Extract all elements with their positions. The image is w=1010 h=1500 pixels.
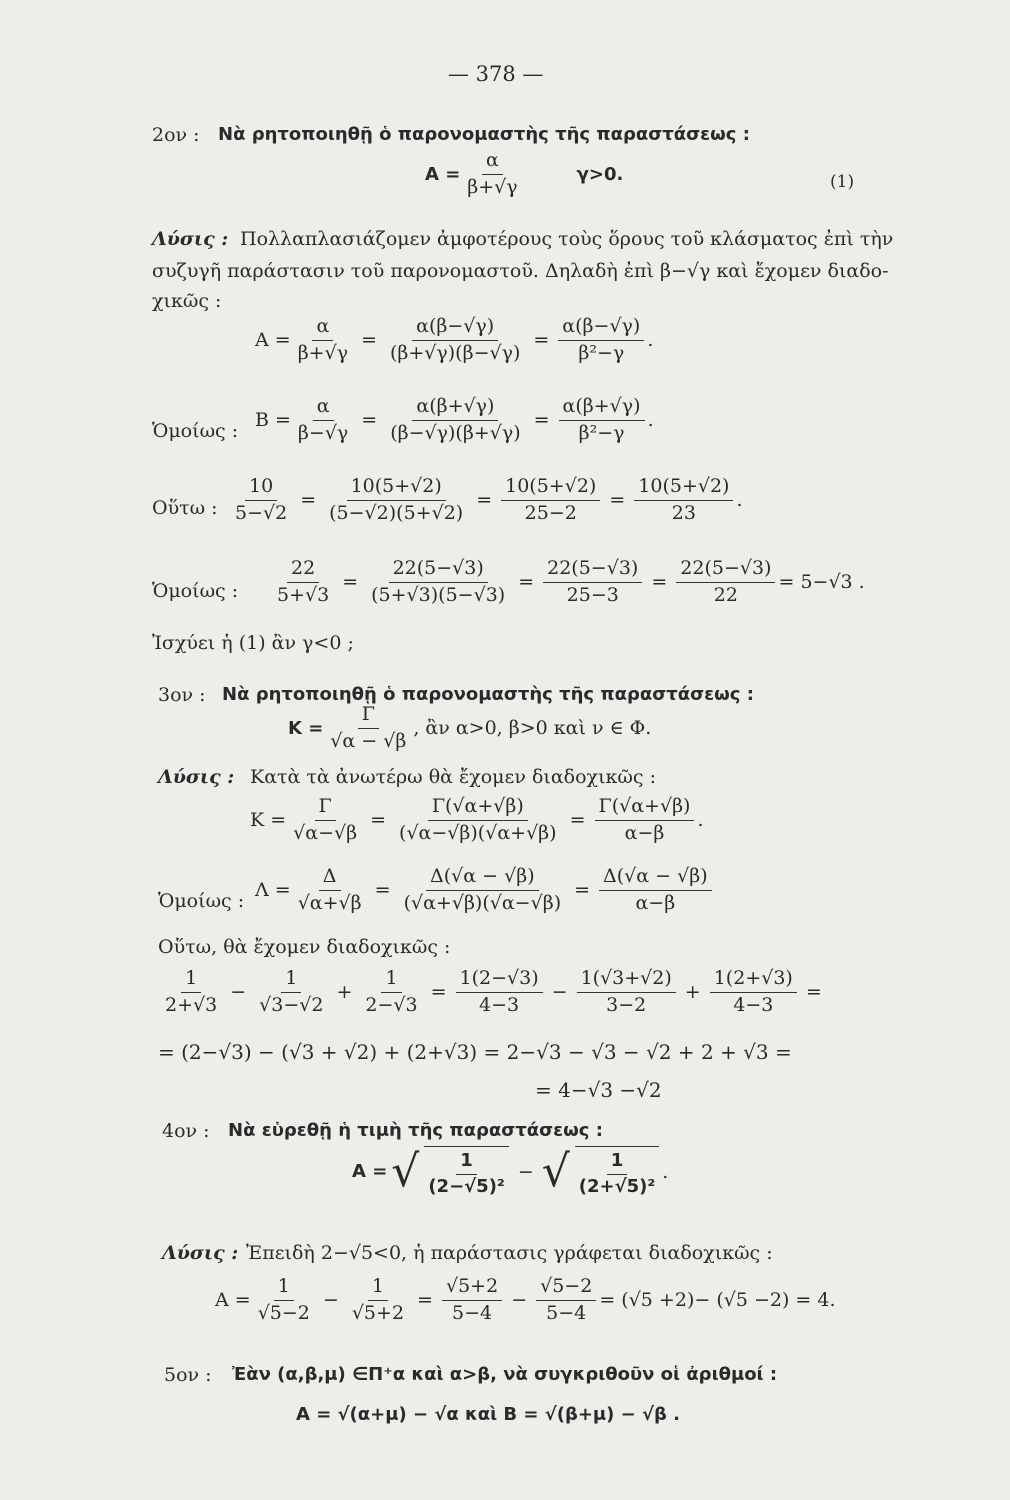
frac-den: β+√γ [297, 341, 349, 364]
section5-equation: Α = √(α+μ) − √α καὶ Β = √(β+μ) − √β . [296, 1404, 681, 1425]
frac-den: α−β [624, 821, 665, 844]
s4-solution-text: Ἐπειδὴ 2−√5<0, ἡ παράστασις γράφεται διαδοχικῶς : [246, 1242, 773, 1264]
frac-den: √3−√2 [259, 993, 324, 1016]
period: . [736, 489, 743, 512]
section5-title: Ἐὰν (α,β,μ) ∈Π⁺α καὶ α>β, νὰ συγκριθοῦν οἱ ἀριθμοί : [232, 1364, 778, 1385]
s3-E-frac6 [710, 968, 797, 1017]
equals-sign: = [361, 409, 378, 432]
frac-den: 4−3 [733, 993, 774, 1016]
s2-A-frac1 [294, 316, 352, 365]
frac-den: 25−2 [524, 501, 577, 524]
s2-T-equation [228, 476, 743, 525]
equals-sign: = [518, 571, 535, 594]
frac-num: 1 [607, 1151, 628, 1175]
frac-num: 10(5+√2) [347, 476, 446, 501]
s3-similarly: Ὁμοίως : [158, 890, 245, 912]
frac-num: 1 [181, 968, 201, 993]
equals-sign: = [417, 1289, 433, 1312]
equals-sign: = [533, 329, 550, 352]
s2-eq-fraction [463, 150, 521, 199]
frac-den: (√α−√β)(√α+√β) [399, 821, 557, 844]
s2-B-equation [255, 396, 654, 445]
frac-den: 22 [713, 583, 738, 606]
s3-K-lhs: Κ = [250, 809, 287, 832]
equals-sign: = [374, 879, 391, 902]
s3-K-frac2 [395, 796, 561, 845]
frac-num: 10(5+√2) [634, 476, 733, 501]
s2-valid-question: Ἰσχύει ἡ (1) ἂν γ<0 ; [152, 632, 354, 654]
frac-den: β²−γ [578, 421, 625, 444]
frac-den: √α+√β [297, 891, 362, 914]
s2-B-frac2 [386, 396, 524, 445]
minus-sign: − [517, 1160, 534, 1183]
frac-num: α [313, 396, 334, 421]
s4-A-frac1 [254, 1276, 314, 1325]
frac-den: 2+√3 [165, 993, 218, 1016]
frac-num: 22(5−√3) [676, 558, 775, 583]
s2-T-frac4 [634, 476, 733, 525]
s2-B-frac3 [559, 396, 645, 445]
frac-num: 1 [274, 1276, 294, 1301]
s3-eq-num: Γ [358, 704, 379, 729]
s3-E-line2: = (2−√3) − (√3 + √2) + (2+√3) = 2−√3 − √3 − √2 + 2 + √3 = [158, 1040, 792, 1064]
frac-den: β−√γ [297, 421, 349, 444]
frac-den: 5−4 [452, 1301, 493, 1324]
s2-S-frac1 [273, 558, 333, 607]
s3-E-line3: = 4−√3 −√2 [535, 1078, 662, 1102]
frac-den: 3−2 [606, 993, 647, 1016]
s3-L-frac1 [294, 866, 366, 915]
s2-B-frac1 [294, 396, 352, 445]
s4-A-result: = (√5 +2)− (√5 −2) = 4. [599, 1289, 836, 1312]
frac-num: Δ(√α − √β) [426, 866, 539, 891]
s3-L-frac3 [599, 866, 712, 915]
frac-num: 22(5−√3) [543, 558, 642, 583]
frac-den: (5−√2)(5+√2) [329, 501, 464, 524]
page-number: — 378 — [448, 62, 544, 86]
equals-sign: = [533, 409, 550, 432]
frac-den: (β−√γ)(β+√γ) [390, 421, 521, 444]
s2-T-frac2 [325, 476, 467, 525]
equals-sign: = [300, 489, 317, 512]
s3-solution-label: Λύσις : [158, 766, 235, 788]
equals-sign: = [574, 879, 591, 902]
radical-sign: √ [541, 1145, 570, 1197]
s2-S-frac4 [676, 558, 775, 607]
s2-A-frac2 [386, 316, 524, 365]
s4-A-frac2 [348, 1276, 408, 1325]
s3-K-frac3 [595, 796, 695, 845]
s3-L-lhs: Λ = [255, 879, 291, 902]
frac-den: √5−2 [257, 1301, 310, 1324]
frac-num: α(β+√γ) [559, 396, 645, 421]
equals-sign: = [342, 571, 359, 594]
frac-num: √5+2 [442, 1276, 502, 1301]
section2-equation [425, 150, 623, 199]
s4-A-lhs: Α = [215, 1289, 251, 1312]
frac-num: α(β−√γ) [412, 316, 498, 341]
s2-eq-tag: (1) [830, 172, 855, 192]
frac-den: 23 [671, 501, 696, 524]
s2-similarly1: Ὁμοίως : [152, 420, 239, 442]
frac-num: Δ [319, 866, 341, 891]
minus-sign: − [551, 981, 568, 1004]
s3-E-frac4 [456, 968, 543, 1017]
s2-thus: Οὕτω : [152, 497, 218, 519]
period: . [697, 809, 704, 832]
frac-num: Γ [315, 796, 336, 821]
section3-title: Νὰ ρητοποιηθῇ ὁ παρονομαστὴς τῆς παραστάσεως : [222, 684, 754, 705]
s2-A-frac3 [558, 316, 644, 365]
s3-eq-fraction [326, 704, 410, 753]
s2-solution-line1: Πολλαπλασιάζομεν ἀμφοτέρους τοὺς ὅρους τοῦ κλάσματος ἐπὶ τὴν [240, 228, 894, 250]
s2-eq-num: α [482, 150, 503, 175]
s4-eq-frac1 [424, 1146, 508, 1197]
equals-sign: = [430, 981, 447, 1004]
s4-solution-label: Λύσις : [162, 1242, 239, 1264]
minus-sign: − [322, 1289, 339, 1312]
frac-num: 1 [281, 968, 301, 993]
section4-title: Νὰ εὑρεθῇ ἡ τιμὴ τῆς παραστάσεως : [228, 1120, 603, 1141]
period: . [647, 329, 654, 352]
s3-eq-cond: , ἂν α>0, β>0 καὶ ν ∈ Φ. [413, 717, 652, 740]
frac-den: β²−γ [578, 341, 625, 364]
s3-E-frac5 [577, 968, 676, 1017]
frac-num: α(β−√γ) [558, 316, 644, 341]
s2-eq-cond: γ>0. [576, 163, 624, 185]
frac-den: (2−√5)² [428, 1175, 505, 1197]
section3-label: 3ον : [158, 684, 206, 706]
frac-den: 4−3 [479, 993, 520, 1016]
s3-K-equation [250, 796, 704, 845]
frac-num: 1(2−√3) [456, 968, 543, 993]
frac-den: √5+2 [351, 1301, 405, 1324]
frac-num: α(β+√γ) [412, 396, 498, 421]
s2-eq-lhs: Α = [425, 163, 461, 185]
equals-sign: = [609, 489, 626, 512]
frac-num: 22(5−√3) [389, 558, 488, 583]
frac-num: 1(2+√3) [710, 968, 797, 993]
frac-num: Γ(√α+√β) [428, 796, 528, 821]
frac-den: α−β [635, 891, 676, 914]
s3-eq-lhs: Κ = [288, 717, 324, 739]
s2-A-equation [255, 316, 653, 365]
s4-eq-frac2 [575, 1146, 659, 1197]
section2-title: Νὰ ρητοποιηθῇ ὁ παρονομαστὴς τῆς παραστάσεως : [218, 124, 750, 145]
frac-num: Γ(√α+√β) [595, 796, 695, 821]
period: . [662, 1160, 669, 1183]
frac-num: α [312, 316, 333, 341]
equals-sign: = [361, 329, 377, 352]
s4-eq-lhs: Α = [352, 1161, 388, 1183]
frac-den: (√α+√β)(√α−√β) [403, 891, 562, 914]
frac-den: 5−√2 [235, 501, 288, 524]
s2-solution-line3: χικῶς : [152, 290, 222, 312]
s2-T-frac1 [231, 476, 291, 525]
frac-num: 1 [381, 968, 401, 993]
equals-sign: = [805, 981, 822, 1004]
s4-A-frac4 [536, 1276, 596, 1325]
frac-den: (2+√5)² [578, 1175, 656, 1197]
s3-E-equation [158, 968, 828, 1017]
s2-A-lhs: Α = [255, 329, 291, 352]
s2-S-result: = 5−√3 . [778, 571, 865, 594]
frac-den: 25−3 [566, 583, 619, 606]
frac-den: 5+√3 [277, 583, 330, 606]
equals-sign: = [569, 809, 586, 832]
s2-S-frac2 [367, 558, 509, 607]
s2-solution-line2: συζυγῆ παράστασιν τοῦ παρονομαστοῦ. Δηλαδὴ ἐπὶ β−√γ καὶ ἔχομεν διαδο- [152, 260, 889, 282]
frac-den: 5−4 [546, 1301, 587, 1324]
equals-sign: = [370, 809, 387, 832]
s3-eq-den: √α − √β [330, 729, 407, 752]
frac-num: 22 [287, 558, 319, 583]
section4-equation [352, 1146, 668, 1197]
period: . [647, 409, 654, 432]
s3-K-frac1 [289, 796, 361, 845]
s3-E-frac1 [161, 968, 221, 1017]
s2-S-equation [270, 558, 865, 607]
frac-num: 10 [245, 476, 277, 501]
frac-num: 1 [456, 1151, 477, 1175]
section5-label: 5ον : [164, 1364, 212, 1386]
section2-label: 2ον : [152, 124, 200, 146]
s4-A-frac3 [442, 1276, 502, 1325]
equals-sign: = [651, 571, 668, 594]
frac-num: Δ(√α − √β) [599, 866, 712, 891]
s3-E-frac2 [255, 968, 327, 1017]
frac-num: 10(5+√2) [501, 476, 600, 501]
s3-L-equation [255, 866, 715, 915]
frac-den: 2−√3 [365, 993, 418, 1016]
s3-E-frac3 [361, 968, 421, 1017]
s2-S-frac3 [543, 558, 642, 607]
equals-sign: = [476, 489, 493, 512]
s2-solution-label: Λύσις : [152, 228, 229, 250]
minus-sign: − [230, 981, 247, 1004]
frac-num: 1 [368, 1276, 388, 1301]
s2-eq-den: β+√γ [467, 175, 518, 198]
radical-sign: √ [391, 1145, 420, 1197]
s3-thus: Οὕτω, θὰ ἔχομεν διαδοχικῶς : [158, 936, 451, 958]
s4-A-equation [215, 1276, 836, 1325]
plus-sign: + [336, 981, 353, 1004]
section4-label: 4ον : [162, 1120, 210, 1142]
frac-den: √α−√β [293, 821, 358, 844]
s3-L-frac2 [400, 866, 566, 915]
s3-solution-text: Κατὰ τὰ ἀνωτέρω θὰ ἔχομεν διαδοχικῶς : [250, 766, 656, 788]
s2-B-lhs: Β = [255, 409, 291, 432]
frac-num: √5−2 [536, 1276, 596, 1301]
frac-den: (5+√3)(5−√3) [371, 583, 506, 606]
plus-sign: + [684, 981, 701, 1004]
frac-den: (β+√γ)(β−√γ) [389, 341, 521, 364]
frac-num: 1(√3+√2) [577, 968, 676, 993]
section3-equation [288, 704, 651, 753]
minus-sign: − [511, 1289, 528, 1312]
s2-T-frac3 [501, 476, 600, 525]
s2-similarly2: Ὁμοίως : [152, 580, 239, 602]
